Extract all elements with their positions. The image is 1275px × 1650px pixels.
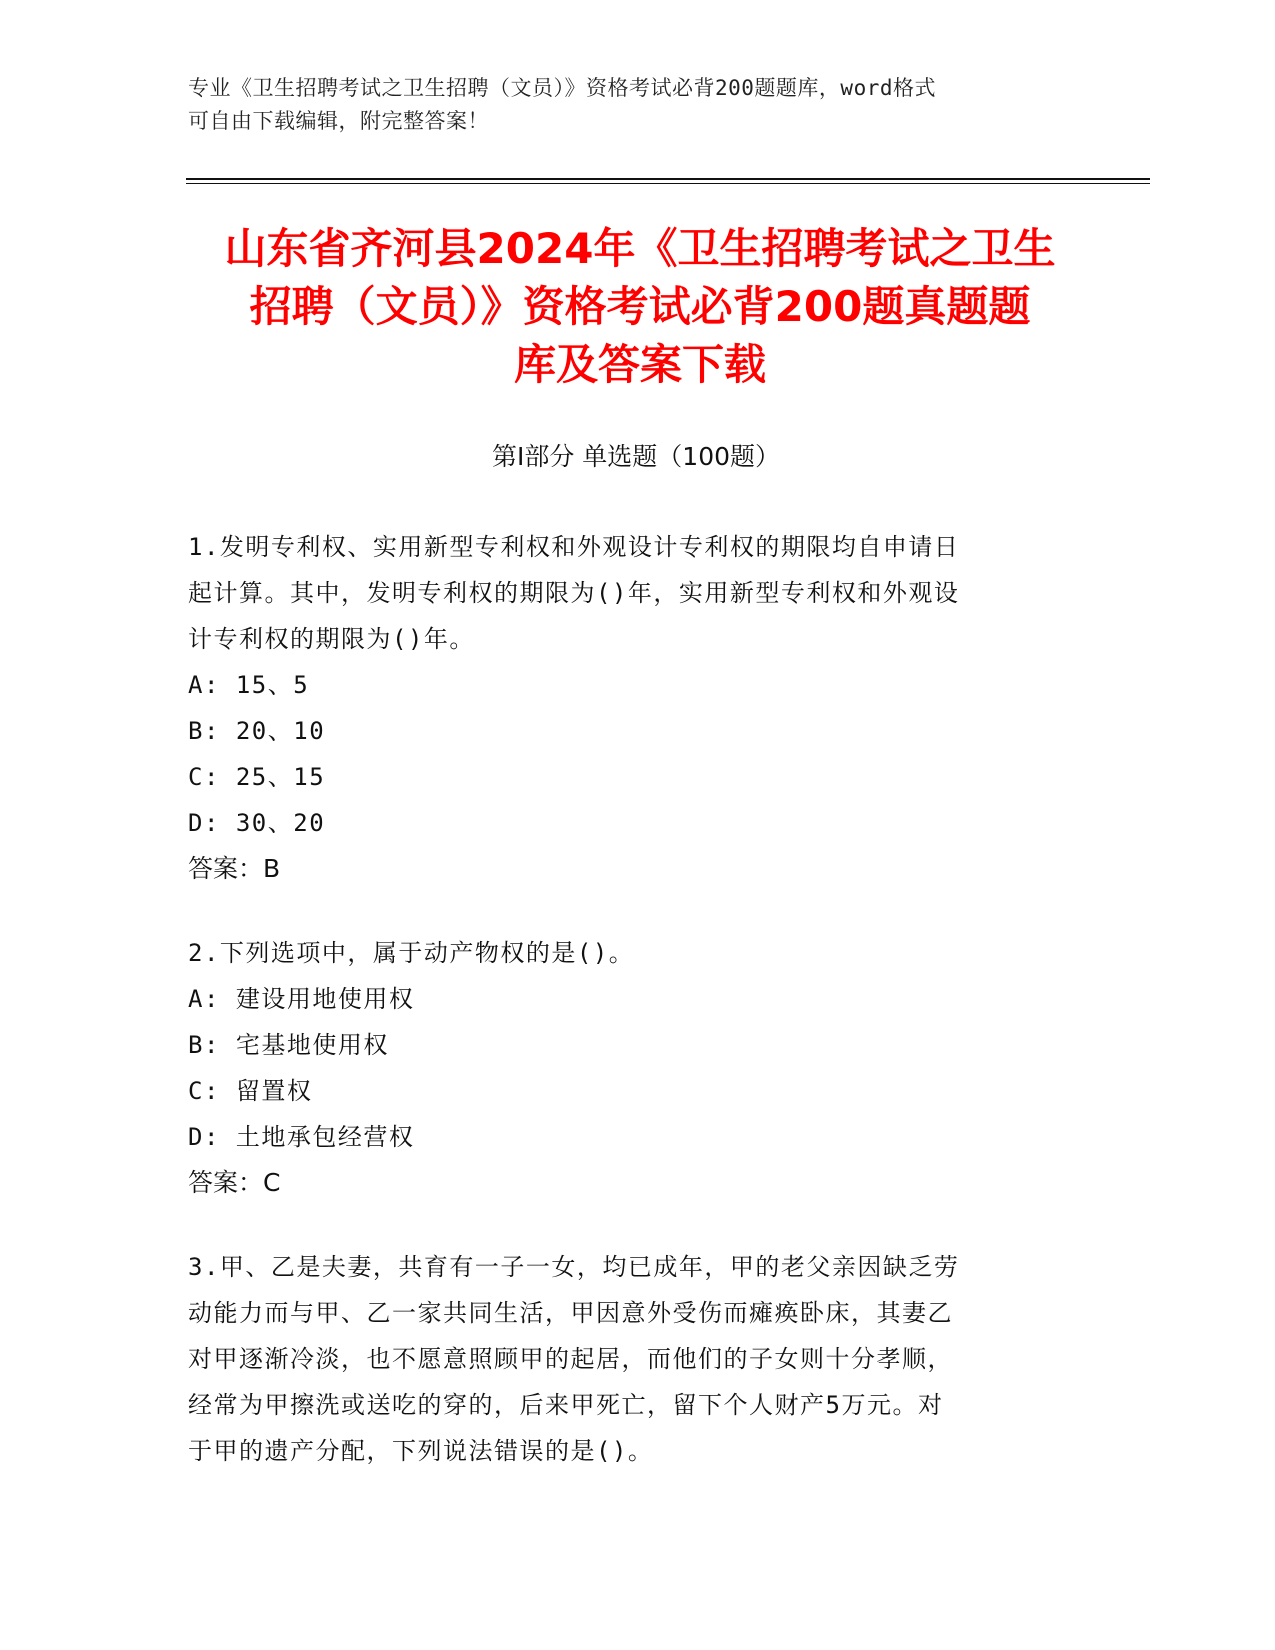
title-line-3: 库及答案下载 (513, 340, 766, 389)
question-stem-line: 经常为甲擦洗或送吃的穿的，后来甲死亡，留下个人财产5万元。对 (188, 1391, 944, 1419)
question-stem-line: 1.发明专利权、实用新型专利权和外观设计专利权的期限均自申请日 (188, 533, 960, 561)
question-spacer (188, 1206, 1068, 1244)
header-note-line-2: 可自由下载编辑，附完整答案！ (188, 109, 489, 133)
option-a: A: 15、5 (188, 671, 310, 699)
answer-label: 答案：C (188, 1168, 281, 1197)
question-3 (188, 1244, 1068, 1474)
question-stem-line: 于甲的遗产分配，下列说法错误的是()。 (188, 1437, 654, 1465)
question-list (188, 524, 1068, 1474)
option-b: B: 宅基地使用权 (188, 1031, 389, 1059)
header-note (188, 72, 1068, 138)
question-stem-line: 起计算。其中，发明专利权的期限为()年，实用新型专利权和外观设 (188, 579, 960, 607)
question-2 (188, 930, 1068, 1206)
answer-label: 答案：B (188, 854, 281, 883)
option-c: C: 25、15 (188, 763, 326, 791)
question-1 (188, 524, 1068, 892)
title-line-1: 山东省齐河县2024年《卫生招聘考试之卫生 (224, 224, 1056, 273)
option-b: B: 20、10 (188, 717, 326, 745)
question-stem-line: 对甲逐渐冷淡，也不愿意照顾甲的起居，而他们的子女则十分孝顺， (188, 1345, 953, 1373)
header-divider-thin (186, 183, 1150, 184)
question-stem-line: 3.甲、乙是夫妻，共育有一子一女，均已成年，甲的老父亲因缺乏劳 (188, 1253, 960, 1281)
document-title (170, 220, 1110, 394)
question-stem-line: 计专利权的期限为()年。 (188, 625, 475, 653)
option-d: D: 土地承包经营权 (188, 1123, 415, 1151)
option-a: A: 建设用地使用权 (188, 985, 415, 1013)
title-line-2: 招聘（文员）》资格考试必背200题真题题 (249, 282, 1031, 331)
option-d: D: 30、20 (188, 809, 326, 837)
header-note-line-1: 专业《卫生招聘考试之卫生招聘（文员）》资格考试必背200题题库，word格式 (188, 76, 936, 100)
question-stem-line: 动能力而与甲、乙一家共同生活，甲因意外受伤而瘫痪卧床，其妻乙 (188, 1299, 953, 1327)
question-stem-line: 2.下列选项中，属于动产物权的是()。 (188, 939, 635, 967)
option-c: C: 留置权 (188, 1077, 313, 1105)
header-divider-thick (186, 178, 1150, 180)
question-spacer (188, 892, 1068, 930)
section-heading: 第Ⅰ部分 单选题（100题） (491, 442, 781, 471)
